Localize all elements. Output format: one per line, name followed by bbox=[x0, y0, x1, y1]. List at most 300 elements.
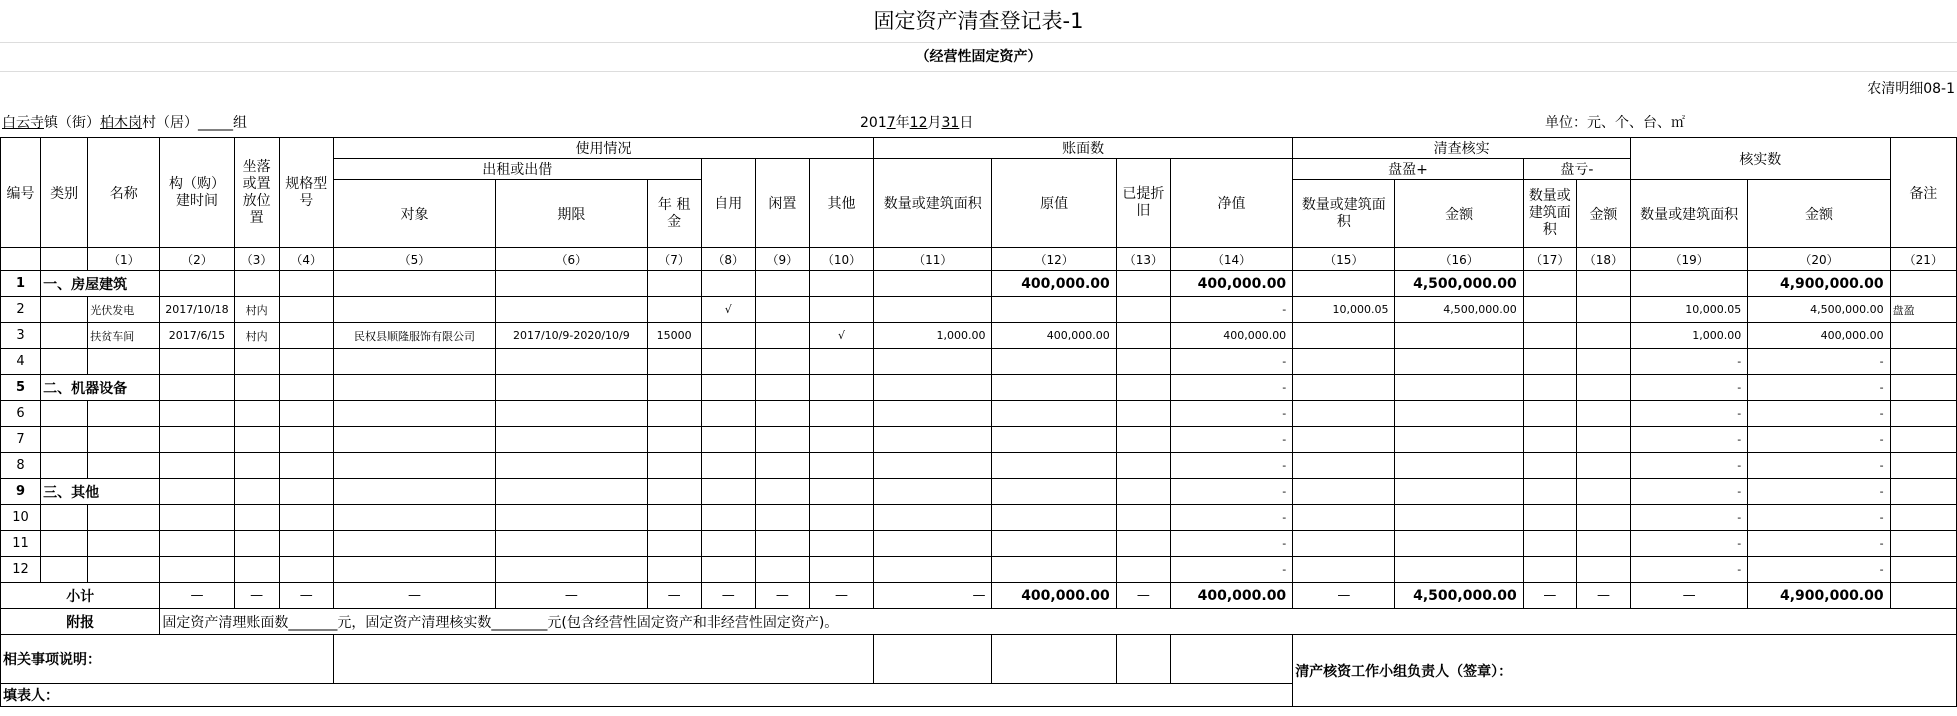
build-time-cell[interactable] bbox=[160, 375, 234, 401]
idle-cell[interactable] bbox=[755, 453, 809, 479]
rent-target-cell[interactable] bbox=[333, 427, 495, 453]
self-use-cell[interactable] bbox=[701, 271, 755, 297]
rent-period-cell[interactable] bbox=[496, 375, 647, 401]
build-time-cell[interactable] bbox=[160, 401, 234, 427]
surplus-qty-cell[interactable] bbox=[1293, 375, 1395, 401]
book-net-cell[interactable]: 400,000.00 bbox=[1170, 271, 1292, 297]
asset-name-cell[interactable]: 扶贫车间 bbox=[88, 323, 160, 349]
location-cell[interactable]: 村内 bbox=[234, 323, 279, 349]
table-row bbox=[1, 401, 1957, 427]
notes-area-3[interactable] bbox=[992, 635, 1116, 684]
header-build-time: 构（购）建时间 bbox=[160, 138, 234, 248]
location-cell[interactable] bbox=[234, 427, 279, 453]
rent-period-cell[interactable] bbox=[496, 479, 647, 505]
annual-rent-cell[interactable] bbox=[647, 453, 701, 479]
ver-qty-cell[interactable] bbox=[1631, 271, 1748, 297]
surplus-amt-cell[interactable] bbox=[1395, 557, 1523, 583]
surplus-qty-cell[interactable] bbox=[1293, 427, 1395, 453]
loss-qty-cell[interactable] bbox=[1523, 323, 1576, 349]
surplus-amt-cell[interactable] bbox=[1395, 375, 1523, 401]
surplus-amt-cell[interactable] bbox=[1395, 323, 1523, 349]
loss-qty-cell[interactable] bbox=[1523, 453, 1576, 479]
annual-rent-cell[interactable] bbox=[647, 349, 701, 375]
footnote-text[interactable]: 固定资产清理账面数_______元，固定资产清理核实数________元(包含经营性固定资产和非经营性固定资产)。 bbox=[160, 609, 1957, 635]
build-time-cell[interactable] bbox=[160, 271, 234, 297]
rent-target-cell[interactable]: 民权县顺隆服饰有限公司 bbox=[333, 323, 495, 349]
ver-amt-cell[interactable]: - bbox=[1748, 375, 1890, 401]
category-cell[interactable] bbox=[41, 557, 88, 583]
other-cell[interactable] bbox=[809, 531, 873, 557]
annual-rent-cell[interactable] bbox=[647, 375, 701, 401]
book-orig-cell[interactable] bbox=[992, 349, 1116, 375]
column-number-cell: （2） bbox=[160, 248, 234, 271]
idle-cell[interactable] bbox=[755, 375, 809, 401]
self-use-cell[interactable] bbox=[701, 479, 755, 505]
remark-cell[interactable] bbox=[1890, 453, 1956, 479]
surplus-amt-cell[interactable] bbox=[1395, 349, 1523, 375]
self-use-cell[interactable] bbox=[701, 427, 755, 453]
location-cell[interactable] bbox=[234, 557, 279, 583]
category-cell[interactable] bbox=[41, 401, 88, 427]
annual-rent-cell[interactable] bbox=[647, 427, 701, 453]
remark-cell[interactable] bbox=[1890, 557, 1956, 583]
loss-amt-cell[interactable] bbox=[1576, 531, 1630, 557]
book-orig-cell[interactable] bbox=[992, 453, 1116, 479]
book-depr-cell[interactable] bbox=[1116, 557, 1170, 583]
rent-target-cell[interactable] bbox=[333, 349, 495, 375]
spec-cell[interactable] bbox=[279, 375, 333, 401]
idle-cell[interactable] bbox=[755, 427, 809, 453]
ver-qty-cell[interactable]: - bbox=[1631, 375, 1748, 401]
rent-target-cell[interactable] bbox=[333, 531, 495, 557]
book-orig-cell[interactable] bbox=[992, 505, 1116, 531]
spec-cell[interactable] bbox=[279, 323, 333, 349]
book-depr-cell[interactable] bbox=[1116, 297, 1170, 323]
location-cell[interactable] bbox=[234, 505, 279, 531]
book-net-cell[interactable]: - bbox=[1170, 375, 1292, 401]
column-number-cell: （1） bbox=[88, 248, 160, 271]
asset-name-cell[interactable] bbox=[88, 453, 160, 479]
book-depr-cell[interactable] bbox=[1116, 401, 1170, 427]
loss-qty-cell[interactable] bbox=[1523, 505, 1576, 531]
category-cell[interactable] bbox=[41, 531, 88, 557]
other-cell[interactable] bbox=[809, 479, 873, 505]
self-use-cell[interactable]: √ bbox=[701, 297, 755, 323]
signature-label[interactable]: 清产核资工作小组负责人（签章）： bbox=[1293, 635, 1957, 707]
idle-cell[interactable] bbox=[755, 531, 809, 557]
spec-cell[interactable] bbox=[279, 531, 333, 557]
date-month-word: 月 bbox=[927, 115, 942, 131]
date-month[interactable]: 12 bbox=[909, 115, 928, 131]
rent-period-cell[interactable] bbox=[496, 297, 647, 323]
build-time-cell[interactable] bbox=[160, 479, 234, 505]
idle-cell[interactable] bbox=[755, 349, 809, 375]
book-qty-cell[interactable] bbox=[874, 557, 992, 583]
idle-cell[interactable] bbox=[755, 557, 809, 583]
other-cell[interactable] bbox=[809, 505, 873, 531]
ver-amt-cell[interactable]: - bbox=[1748, 349, 1890, 375]
ver-qty-cell[interactable]: - bbox=[1631, 349, 1748, 375]
loss-amt-cell[interactable] bbox=[1576, 557, 1630, 583]
date-year-last[interactable]: 7 bbox=[886, 115, 896, 131]
book-depr-cell[interactable] bbox=[1116, 427, 1170, 453]
rent-period-cell[interactable] bbox=[496, 401, 647, 427]
book-orig-cell[interactable]: 400,000.00 bbox=[992, 271, 1116, 297]
rent-target-cell[interactable] bbox=[333, 557, 495, 583]
remark-cell[interactable]: 盘盈 bbox=[1890, 297, 1956, 323]
table-row bbox=[1, 271, 1957, 297]
other-cell[interactable]: √ bbox=[809, 323, 873, 349]
ver-amt-cell[interactable]: 400,000.00 bbox=[1748, 323, 1890, 349]
build-time-cell[interactable] bbox=[160, 531, 234, 557]
village-suffix: 村（居） bbox=[142, 115, 198, 131]
ver-qty-cell[interactable]: - bbox=[1631, 401, 1748, 427]
loss-amt-cell[interactable] bbox=[1576, 453, 1630, 479]
town-name[interactable]: 白云寺 bbox=[2, 115, 44, 131]
loss-qty-cell[interactable] bbox=[1523, 531, 1576, 557]
annual-rent-cell[interactable] bbox=[647, 401, 701, 427]
row-number: 5 bbox=[1, 375, 41, 401]
remark-cell[interactable] bbox=[1890, 479, 1956, 505]
book-qty-cell[interactable] bbox=[874, 375, 992, 401]
category-cell[interactable] bbox=[41, 427, 88, 453]
category-cell[interactable] bbox=[41, 297, 88, 323]
surplus-amt-cell[interactable] bbox=[1395, 479, 1523, 505]
surplus-qty-cell[interactable] bbox=[1293, 349, 1395, 375]
rent-period-cell[interactable] bbox=[496, 349, 647, 375]
book-qty-cell[interactable] bbox=[874, 427, 992, 453]
build-time-cell[interactable] bbox=[160, 427, 234, 453]
rent-target-cell[interactable] bbox=[333, 271, 495, 297]
book-depr-cell[interactable] bbox=[1116, 323, 1170, 349]
book-depr-cell[interactable] bbox=[1116, 271, 1170, 297]
ver-amt-cell[interactable]: - bbox=[1748, 401, 1890, 427]
location-cell[interactable] bbox=[234, 375, 279, 401]
book-net-cell[interactable]: - bbox=[1170, 479, 1292, 505]
book-qty-cell[interactable] bbox=[874, 453, 992, 479]
remark-cell[interactable] bbox=[1890, 349, 1956, 375]
asset-name-cell[interactable] bbox=[88, 401, 160, 427]
book-net-cell[interactable]: - bbox=[1170, 505, 1292, 531]
book-orig-cell[interactable] bbox=[992, 297, 1116, 323]
rent-period-cell[interactable]: 2017/10/9-2020/10/9 bbox=[496, 323, 647, 349]
surplus-amt-cell[interactable]: 4,500,000.00 bbox=[1395, 297, 1523, 323]
ver-qty-cell[interactable]: - bbox=[1631, 505, 1748, 531]
book-depr-cell[interactable] bbox=[1116, 505, 1170, 531]
loss-amt-cell[interactable] bbox=[1576, 349, 1630, 375]
build-time-cell[interactable]: 2017/10/18 bbox=[160, 297, 234, 323]
spec-cell[interactable] bbox=[279, 271, 333, 297]
location-cell[interactable]: 村内 bbox=[234, 297, 279, 323]
self-use-cell[interactable] bbox=[701, 401, 755, 427]
ver-amt-cell[interactable]: - bbox=[1748, 557, 1890, 583]
ver-amt-cell[interactable]: - bbox=[1748, 427, 1890, 453]
other-cell[interactable] bbox=[809, 375, 873, 401]
build-time-cell[interactable] bbox=[160, 349, 234, 375]
surplus-qty-cell[interactable]: 10,000.05 bbox=[1293, 297, 1395, 323]
asset-name-cell[interactable] bbox=[88, 505, 160, 531]
idle-cell[interactable] bbox=[755, 323, 809, 349]
spec-cell[interactable] bbox=[279, 297, 333, 323]
self-use-cell[interactable] bbox=[701, 505, 755, 531]
rent-target-cell[interactable] bbox=[333, 453, 495, 479]
spec-cell[interactable] bbox=[279, 505, 333, 531]
book-depr-cell[interactable] bbox=[1116, 453, 1170, 479]
loss-qty-cell[interactable] bbox=[1523, 479, 1576, 505]
ver-amt-cell[interactable]: 4,900,000.00 bbox=[1748, 271, 1890, 297]
book-depr-cell[interactable] bbox=[1116, 375, 1170, 401]
report-date bbox=[860, 112, 973, 132]
other-cell[interactable] bbox=[809, 401, 873, 427]
other-cell[interactable] bbox=[809, 453, 873, 479]
rent-target-cell[interactable] bbox=[333, 375, 495, 401]
ver-amt-cell[interactable]: - bbox=[1748, 505, 1890, 531]
filler-label[interactable]: 填表人： bbox=[1, 684, 1293, 707]
notes-area-1[interactable] bbox=[333, 635, 873, 684]
other-cell[interactable] bbox=[809, 297, 873, 323]
self-use-cell[interactable] bbox=[701, 323, 755, 349]
book-depr-cell[interactable] bbox=[1116, 479, 1170, 505]
header-target: 对象 bbox=[333, 180, 495, 248]
village-name[interactable]: 柏木岗 bbox=[100, 115, 142, 131]
asset-name-cell[interactable] bbox=[88, 557, 160, 583]
book-orig-cell[interactable] bbox=[992, 531, 1116, 557]
rent-period-cell[interactable] bbox=[496, 557, 647, 583]
other-cell[interactable] bbox=[809, 349, 873, 375]
surplus-qty-cell[interactable] bbox=[1293, 557, 1395, 583]
book-qty-cell[interactable] bbox=[874, 401, 992, 427]
table-row bbox=[1, 375, 1957, 401]
book-net-cell[interactable]: - bbox=[1170, 401, 1292, 427]
date-day[interactable]: 31 bbox=[941, 115, 960, 131]
idle-cell[interactable] bbox=[755, 271, 809, 297]
column-number-cell: （12） bbox=[992, 248, 1116, 271]
ver-amt-cell[interactable]: - bbox=[1748, 479, 1890, 505]
self-use-cell[interactable] bbox=[701, 375, 755, 401]
self-use-cell[interactable] bbox=[701, 453, 755, 479]
book-depr-cell[interactable] bbox=[1116, 349, 1170, 375]
column-number-cell: （7） bbox=[647, 248, 701, 271]
rent-period-cell[interactable] bbox=[496, 427, 647, 453]
surplus-amt-cell[interactable] bbox=[1395, 453, 1523, 479]
column-number-cell bbox=[41, 248, 88, 271]
self-use-cell[interactable] bbox=[701, 349, 755, 375]
self-use-cell[interactable] bbox=[701, 531, 755, 557]
rent-period-cell[interactable] bbox=[496, 453, 647, 479]
annual-rent-cell[interactable] bbox=[647, 271, 701, 297]
loss-qty-cell[interactable] bbox=[1523, 375, 1576, 401]
location-cell[interactable] bbox=[234, 531, 279, 557]
surplus-amt-cell[interactable] bbox=[1395, 531, 1523, 557]
book-orig-cell[interactable] bbox=[992, 427, 1116, 453]
idle-cell[interactable] bbox=[755, 479, 809, 505]
location-cell[interactable] bbox=[234, 401, 279, 427]
asset-name-cell[interactable] bbox=[88, 427, 160, 453]
book-net-cell[interactable]: 400,000.00 bbox=[1170, 323, 1292, 349]
book-orig-cell[interactable] bbox=[992, 557, 1116, 583]
header-ver-qty: 数量或建筑面积 bbox=[1631, 180, 1748, 248]
rent-period-cell[interactable] bbox=[496, 271, 647, 297]
build-time-cell[interactable] bbox=[160, 557, 234, 583]
self-use-cell[interactable] bbox=[701, 557, 755, 583]
ver-qty-cell[interactable]: - bbox=[1631, 531, 1748, 557]
column-number-cell: （14） bbox=[1170, 248, 1292, 271]
ver-qty-cell[interactable]: - bbox=[1631, 427, 1748, 453]
surplus-qty-cell[interactable] bbox=[1293, 479, 1395, 505]
ver-amt-cell[interactable]: - bbox=[1748, 453, 1890, 479]
row-number: 1 bbox=[1, 271, 41, 297]
other-cell[interactable] bbox=[809, 427, 873, 453]
notes-label[interactable]: 相关事项说明： bbox=[1, 635, 334, 684]
rent-target-cell[interactable] bbox=[333, 479, 495, 505]
location-cell[interactable] bbox=[234, 479, 279, 505]
annual-rent-cell[interactable] bbox=[647, 479, 701, 505]
category-cell[interactable] bbox=[41, 453, 88, 479]
column-number-cell: （16） bbox=[1395, 248, 1523, 271]
ver-qty-cell[interactable]: - bbox=[1631, 557, 1748, 583]
ver-qty-cell[interactable]: 1,000.00 bbox=[1631, 323, 1748, 349]
build-time-cell[interactable] bbox=[160, 505, 234, 531]
surplus-qty-cell[interactable] bbox=[1293, 531, 1395, 557]
date-day-word: 日 bbox=[959, 115, 974, 131]
book-qty-cell[interactable] bbox=[874, 479, 992, 505]
category-cell[interactable] bbox=[41, 349, 88, 375]
book-net-cell[interactable]: - bbox=[1170, 453, 1292, 479]
loss-amt-cell[interactable] bbox=[1576, 297, 1630, 323]
surplus-qty-cell[interactable] bbox=[1293, 505, 1395, 531]
annual-rent-cell[interactable] bbox=[647, 297, 701, 323]
surplus-amt-cell[interactable] bbox=[1395, 427, 1523, 453]
loss-qty-cell[interactable] bbox=[1523, 349, 1576, 375]
book-orig-cell[interactable] bbox=[992, 375, 1116, 401]
build-time-cell[interactable]: 2017/6/15 bbox=[160, 323, 234, 349]
ver-amt-cell[interactable]: 4,500,000.00 bbox=[1748, 297, 1890, 323]
ver-qty-cell[interactable]: - bbox=[1631, 453, 1748, 479]
remark-cell[interactable] bbox=[1890, 271, 1956, 297]
rent-target-cell[interactable] bbox=[333, 401, 495, 427]
category-cell[interactable] bbox=[41, 323, 88, 349]
rent-target-cell[interactable] bbox=[333, 505, 495, 531]
header-check: 清查核实 bbox=[1293, 138, 1631, 159]
loss-amt-cell[interactable] bbox=[1576, 427, 1630, 453]
notes-area-2[interactable] bbox=[874, 635, 992, 684]
table-row bbox=[1, 531, 1957, 557]
asset-name-cell[interactable]: 光伏发电 bbox=[88, 297, 160, 323]
rent-period-cell[interactable] bbox=[496, 531, 647, 557]
notes-area-5[interactable] bbox=[1170, 635, 1292, 684]
spec-cell[interactable] bbox=[279, 453, 333, 479]
book-orig-cell[interactable]: 400,000.00 bbox=[992, 323, 1116, 349]
loss-qty-cell[interactable] bbox=[1523, 401, 1576, 427]
book-qty-cell[interactable]: 1,000.00 bbox=[874, 323, 992, 349]
loss-qty-cell[interactable] bbox=[1523, 557, 1576, 583]
loss-qty-cell[interactable] bbox=[1523, 427, 1576, 453]
column-number-cell: （21） bbox=[1890, 248, 1956, 271]
surplus-amt-cell[interactable]: 4,500,000.00 bbox=[1395, 271, 1523, 297]
remark-cell[interactable] bbox=[1890, 427, 1956, 453]
location-cell[interactable] bbox=[234, 349, 279, 375]
book-depr-cell[interactable] bbox=[1116, 531, 1170, 557]
loss-amt-cell[interactable] bbox=[1576, 271, 1630, 297]
idle-cell[interactable] bbox=[755, 401, 809, 427]
category-cell[interactable] bbox=[41, 505, 88, 531]
other-cell[interactable] bbox=[809, 271, 873, 297]
annual-rent-cell[interactable] bbox=[647, 505, 701, 531]
surplus-qty-cell[interactable] bbox=[1293, 271, 1395, 297]
spec-cell[interactable] bbox=[279, 349, 333, 375]
spec-cell[interactable] bbox=[279, 557, 333, 583]
book-qty-cell[interactable] bbox=[874, 349, 992, 375]
location-cell[interactable] bbox=[234, 271, 279, 297]
other-cell[interactable] bbox=[809, 557, 873, 583]
surplus-amt-cell[interactable] bbox=[1395, 505, 1523, 531]
book-net-cell[interactable]: - bbox=[1170, 557, 1292, 583]
remark-cell[interactable] bbox=[1890, 323, 1956, 349]
loss-amt-cell[interactable] bbox=[1576, 479, 1630, 505]
remark-cell[interactable] bbox=[1890, 505, 1956, 531]
loss-qty-cell[interactable] bbox=[1523, 271, 1576, 297]
ver-amt-cell[interactable]: - bbox=[1748, 531, 1890, 557]
asset-name-cell[interactable] bbox=[88, 349, 160, 375]
header-book-qty: 数量或建筑面积 bbox=[874, 159, 992, 248]
annual-rent-cell[interactable] bbox=[647, 531, 701, 557]
surplus-amt-cell[interactable] bbox=[1395, 401, 1523, 427]
remark-cell[interactable] bbox=[1890, 401, 1956, 427]
group-blank[interactable]: _____ bbox=[198, 115, 233, 131]
asset-name-cell[interactable] bbox=[88, 531, 160, 557]
book-net-cell[interactable]: - bbox=[1170, 427, 1292, 453]
surplus-qty-cell[interactable] bbox=[1293, 401, 1395, 427]
loss-amt-cell[interactable] bbox=[1576, 323, 1630, 349]
rent-period-cell[interactable] bbox=[496, 505, 647, 531]
book-qty-cell[interactable] bbox=[874, 531, 992, 557]
book-qty-cell[interactable] bbox=[874, 505, 992, 531]
build-time-cell[interactable] bbox=[160, 453, 234, 479]
header-surplus: 盘盈+ bbox=[1293, 159, 1524, 180]
subtotal-other: — bbox=[809, 583, 873, 609]
ver-qty-cell[interactable]: - bbox=[1631, 479, 1748, 505]
idle-cell[interactable] bbox=[755, 505, 809, 531]
subtotal-period: — bbox=[496, 583, 647, 609]
spec-cell[interactable] bbox=[279, 427, 333, 453]
header-other: 其他 bbox=[809, 159, 873, 248]
loss-amt-cell[interactable] bbox=[1576, 401, 1630, 427]
notes-area-4[interactable] bbox=[1116, 635, 1170, 684]
spec-cell[interactable] bbox=[279, 401, 333, 427]
spec-cell[interactable] bbox=[279, 479, 333, 505]
loss-amt-cell[interactable] bbox=[1576, 505, 1630, 531]
book-orig-cell[interactable] bbox=[992, 401, 1116, 427]
surplus-qty-cell[interactable] bbox=[1293, 453, 1395, 479]
idle-cell[interactable] bbox=[755, 297, 809, 323]
remark-cell[interactable] bbox=[1890, 531, 1956, 557]
book-orig-cell[interactable] bbox=[992, 479, 1116, 505]
loss-qty-cell[interactable] bbox=[1523, 297, 1576, 323]
remark-cell[interactable] bbox=[1890, 375, 1956, 401]
loss-amt-cell[interactable] bbox=[1576, 375, 1630, 401]
book-net-cell[interactable]: - bbox=[1170, 349, 1292, 375]
book-qty-cell[interactable] bbox=[874, 297, 992, 323]
surplus-qty-cell[interactable] bbox=[1293, 323, 1395, 349]
annual-rent-cell[interactable]: 15000 bbox=[647, 323, 701, 349]
annual-rent-cell[interactable] bbox=[647, 557, 701, 583]
book-net-cell[interactable]: - bbox=[1170, 531, 1292, 557]
rent-target-cell[interactable] bbox=[333, 297, 495, 323]
book-net-cell[interactable]: - bbox=[1170, 297, 1292, 323]
location-cell[interactable] bbox=[234, 453, 279, 479]
book-qty-cell[interactable] bbox=[874, 271, 992, 297]
ver-qty-cell[interactable]: 10,000.05 bbox=[1631, 297, 1748, 323]
